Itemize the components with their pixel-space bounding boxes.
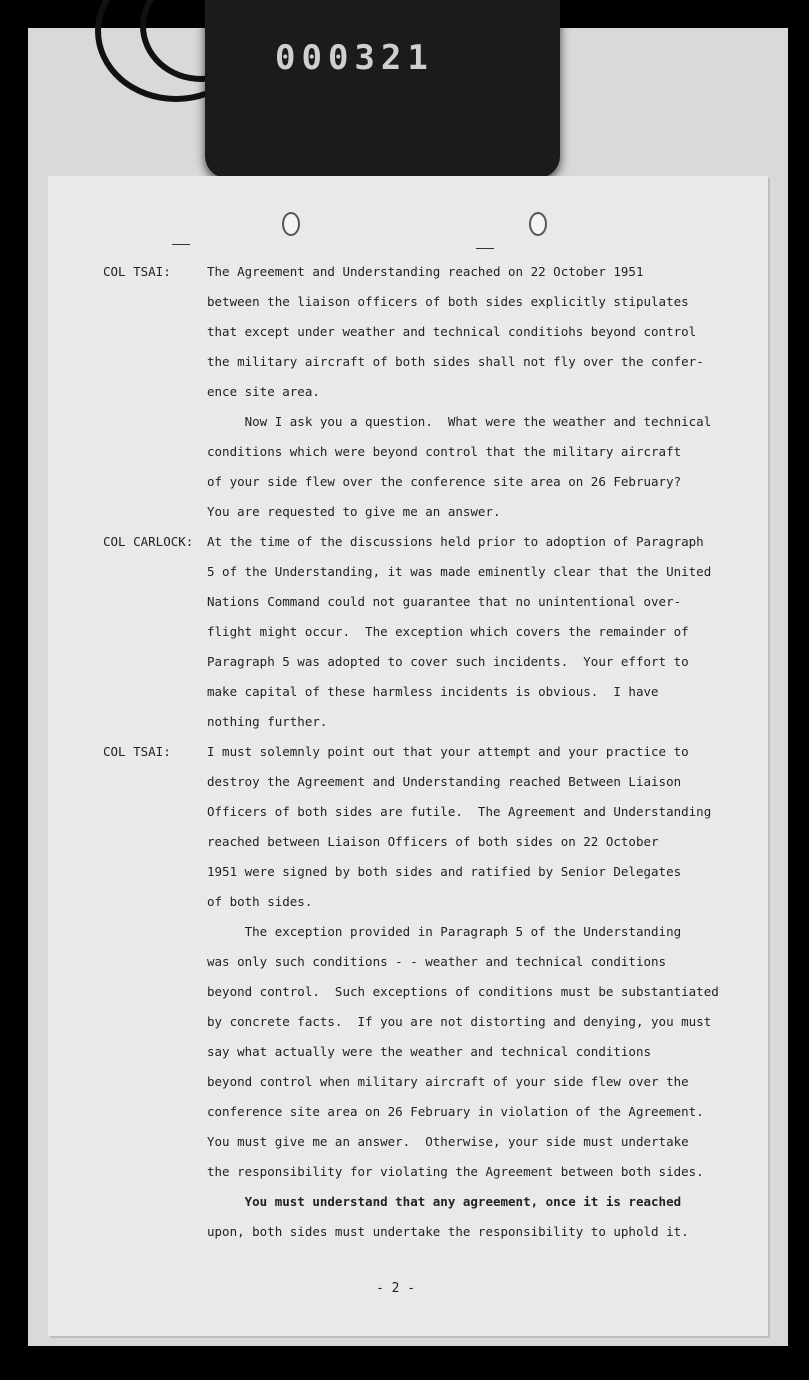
transcript-line: make capital of these harmless incidents is obvious. I have — [207, 684, 659, 699]
transcript-line: At the time of the discussions held prior to adoption of Paragraph — [207, 534, 704, 549]
speaker-label: COL CARLOCK: — [103, 534, 194, 549]
transcript-line: Now I ask you a question. What were the weather and technical — [207, 414, 712, 429]
transcript-line: conditions which were beyond control that the military aircraft — [207, 444, 682, 459]
transcript-line: 5 of the Understanding, it was made eminently clear that the United — [207, 564, 712, 579]
transcript-line: of both sides. — [207, 894, 313, 909]
transcript-line: of your side flew over the conference site area on 26 February? — [207, 474, 682, 489]
transcript-line: ence site area. — [207, 384, 320, 399]
transcript-line: was only such conditions - - weather and technical conditions — [207, 954, 667, 969]
frame-counter-digits: 000321 — [275, 38, 434, 78]
transcript-line: the military aircraft of both sides shall not fly over the confer- — [207, 354, 704, 369]
transcript-line: destroy the Agreement and Understanding reached Between Liaison — [207, 774, 682, 789]
stray-mark — [172, 244, 190, 245]
transcript-line: Nations Command could not guarantee that no unintentional over- — [207, 594, 682, 609]
transcript-line: conference site area on 26 February in violation of the Agreement. — [207, 1104, 704, 1119]
transcript-line: You must understand that any agreement, once it is reached — [207, 1194, 682, 1209]
transcript-line: Officers of both sides are futile. The Agreement and Understanding — [207, 804, 712, 819]
punch-hole — [282, 212, 300, 236]
transcript-line: beyond control when military aircraft of your side flew over the — [207, 1074, 689, 1089]
transcript-line: nothing further. — [207, 714, 328, 729]
page-number: - 2 - — [376, 1281, 416, 1296]
transcript-line: upon, both sides must undertake the responsibility to uphold it. — [207, 1224, 689, 1239]
transcript-line: The exception provided in Paragraph 5 of the Understanding — [207, 924, 682, 939]
transcript-line: Paragraph 5 was adopted to cover such incidents. Your effort to — [207, 654, 689, 669]
speaker-label: COL TSAI: — [103, 744, 171, 759]
transcript-line: say what actually were the weather and technical conditions — [207, 1044, 652, 1059]
transcript-line: by concrete facts. If you are not distorting and denying, you must — [207, 1014, 712, 1029]
transcript-line: You must give me an answer. Otherwise, your side must undertake — [207, 1134, 689, 1149]
transcript-line: reached between Liaison Officers of both sides on 22 October — [207, 834, 659, 849]
transcript-line: flight might occur. The exception which covers the remainder of — [207, 624, 689, 639]
transcript-line: The Agreement and Understanding reached on 22 October 1951 — [207, 264, 644, 279]
transcript-line: beyond control. Such exceptions of conditions must be substantiated — [207, 984, 719, 999]
transcript-line: that except under weather and technical conditiohs beyond control — [207, 324, 697, 339]
transcript-line: 1951 were signed by both sides and ratified by Senior Delegates — [207, 864, 682, 879]
punch-hole — [529, 212, 547, 236]
frame-counter-device — [205, 0, 560, 178]
stray-mark — [476, 248, 494, 249]
speaker-label: COL TSAI: — [103, 264, 171, 279]
transcript-line: between the liaison officers of both sides explicitly stipulates — [207, 294, 689, 309]
transcript-line: I must solemnly point out that your attempt and your practice to — [207, 744, 689, 759]
transcript-line: the responsibility for violating the Agreement between both sides. — [207, 1164, 704, 1179]
transcript-line: You are requested to give me an answer. — [207, 504, 501, 519]
document-page — [48, 176, 768, 1336]
